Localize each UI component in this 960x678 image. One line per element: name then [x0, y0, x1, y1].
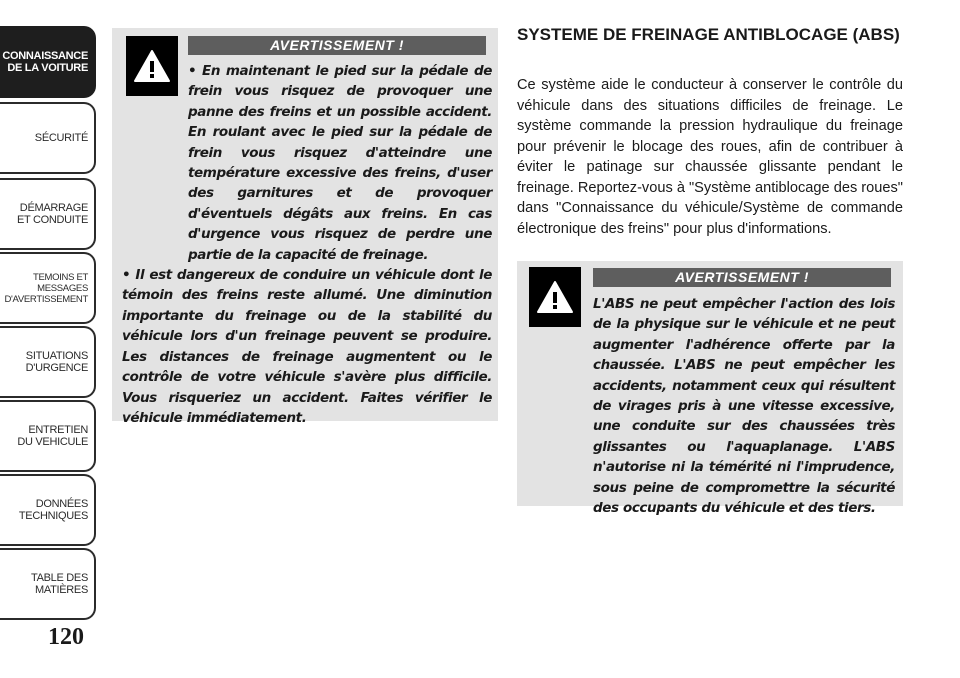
section-title: SYSTEME DE FREINAGE ANTIBLOCAGE (ABS)	[517, 25, 900, 44]
tab-temoins-messages[interactable]: TEMOINS ET MESSAGES D'AVERTISSEMENT	[0, 252, 96, 324]
warning-title: AVERTISSEMENT !	[593, 268, 891, 287]
warning-box-abs	[517, 261, 903, 517]
tab-connaissance-voiture[interactable]: CONNAISSANCE DE LA VOITURE	[0, 26, 96, 98]
warning-paragraph: • Il est dangereux de conduire un véhicule dont le témoin des freins reste allumé. Une diminution importante du freinage ou de la stabilité du véhicule lors d'un freinage peuvent se produire. Les distances de freinage augmentent ou le contrôle de votre véhicule s'avère plus difficile. Vous risqueriez un accident. Faites vérifier le véhicule immédiatement.	[122, 267, 492, 426]
warning-text	[529, 294, 895, 518]
tab-securite[interactable]: SÉCURITÉ	[0, 102, 96, 174]
tab-table-matieres[interactable]: TABLE DES MATIÈRES	[0, 548, 96, 620]
page-number: 120	[48, 624, 84, 650]
tab-situations-urgence[interactable]: SITUATIONS D'URGENCE	[0, 326, 96, 398]
warning-title: AVERTISSEMENT !	[188, 36, 486, 55]
warning-paragraph: • En maintenant le pied sur la pédale de frein vous risquez de provoquer une panne des freins et un possible accident. En roulant avec le pied sur la pédale de frein vous risquez d'atteindre une température excessive des freins, d'user des garnitures et de provoquer d'éventuels dégâts aux freins. En cas d'urgence vous risquez de perdre une partie de la capacité de freinage.	[188, 63, 492, 263]
tab-demarrage-conduite[interactable]: DÉMARRAGE ET CONDUITE	[0, 178, 96, 250]
warning-text	[122, 61, 492, 428]
warning-box-brakes	[112, 28, 498, 426]
warning-paragraph: L'ABS ne peut empêcher l'action des lois de la physique sur le véhicule et ne peut augmenter l'adhérence offerte par la chaussée. L'ABS ne peut empêcher les accidents, notamment ceux qui résultent de virages pris à une vitesse excessive, une conduite sur des chaussées très glissantes ou l'aquaplanage. L'ABS n'autorise ni la témérité ni l'imprudence, sous peine de compromettre la sécurité des occupants du véhicule et des tiers.	[593, 296, 895, 517]
section-body: Ce système aide le conducteur à conserver le contrôle du véhicule dans des situations difficiles de freinage. Le système commande la pression hydraulique du freinage pour prévenir le blocage des roues, afin de contribuer à éviter le patinage sur chaussée glissante pendant le freinage. Reportez-vous à "Système antiblocage des roues" dans "Connaissance du véhicule/Système de commande électronique des freins" pour plus d'informations.	[517, 77, 903, 237]
tab-entretien-vehicule[interactable]: ENTRETIEN DU VEHICULE	[0, 400, 96, 472]
tab-donnees-techniques[interactable]: DONNÉES TECHNIQUES	[0, 474, 96, 546]
